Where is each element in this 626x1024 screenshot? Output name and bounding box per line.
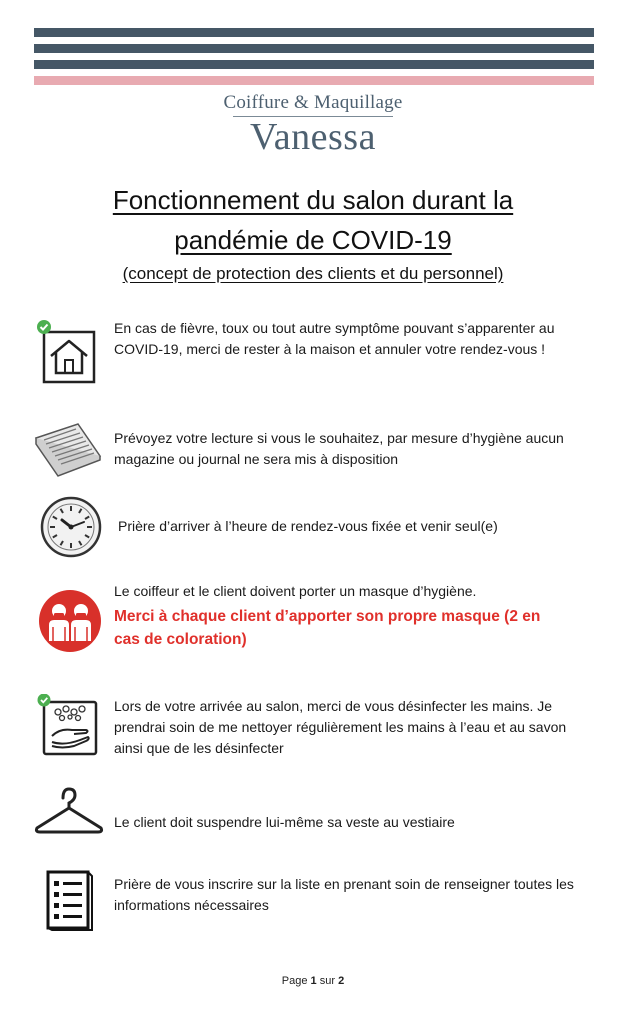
rule-masks-text <box>114 581 594 651</box>
rule-stay-home-text: En cas de fièvre, toux ou tout autre symptôme pouvant s’apparenter au COVID-19, merci de rester à la maison et annuler votre rendez-vous ! <box>114 320 555 357</box>
title-line-1: Fonctionnement du salon durant la <box>112 185 514 215</box>
rule-disinfect-text: Lors de votre arrivée au salon, merci de vous désinfecter les mains. Je prendrai soin de me nettoyer régulièrement les mains à l’eau et au savon ainsi que de les désinfecter <box>114 698 567 756</box>
footer-prefix: Page <box>281 975 308 987</box>
stripe-3 <box>34 60 594 69</box>
brand-logo <box>0 92 626 159</box>
rule-masks-main: Le coiffeur et le client doivent porter un masque d’hygiène. <box>114 583 477 599</box>
brand-subtitle: Coiffure & Maquillage <box>223 92 403 113</box>
checklist-icon <box>40 868 96 932</box>
subtitle-text: (concept de protection des clients et du personnel) <box>122 264 504 283</box>
footer-middle: sur <box>319 975 336 987</box>
rule-masks-emphasis: Merci à chaque client d’apporter son propre masque (2 en cas de coloration) <box>114 608 541 648</box>
rule-coat-text: Le client doit suspendre lui-même sa veste au vestiaire <box>114 814 455 830</box>
footer-page-total: 2 <box>338 975 345 987</box>
handwash-icon <box>34 694 104 758</box>
newspaper-icon <box>30 418 106 478</box>
stripe-2 <box>34 44 594 53</box>
header-stripes <box>34 28 594 85</box>
house-icon <box>34 318 104 388</box>
clock-icon <box>40 496 102 558</box>
stripe-1 <box>34 28 594 37</box>
page-title <box>0 180 626 260</box>
title-line-2: pandémie de COVID-19 <box>174 225 452 255</box>
rule-reading-text: Prévoyez votre lecture si vous le souhaitez, par mesure d’hygiène aucun magazine ou journal ne sera mis à disposition <box>114 430 564 467</box>
page-footer <box>0 975 626 987</box>
masked-people-icon <box>38 589 102 653</box>
stripe-4 <box>34 76 594 85</box>
page-subtitle <box>0 264 626 284</box>
brand-name: Vanessa <box>250 116 376 158</box>
rule-punctuality-text: Prière d’arriver à l’heure de rendez-vous fixée et venir seul(e) <box>118 518 498 534</box>
footer-page-number: 1 <box>310 975 317 987</box>
coat-hanger-icon <box>32 784 106 838</box>
rule-register-text: Prière de vous inscrire sur la liste en prenant soin de renseigner toutes les informations nécessaires <box>114 876 574 913</box>
